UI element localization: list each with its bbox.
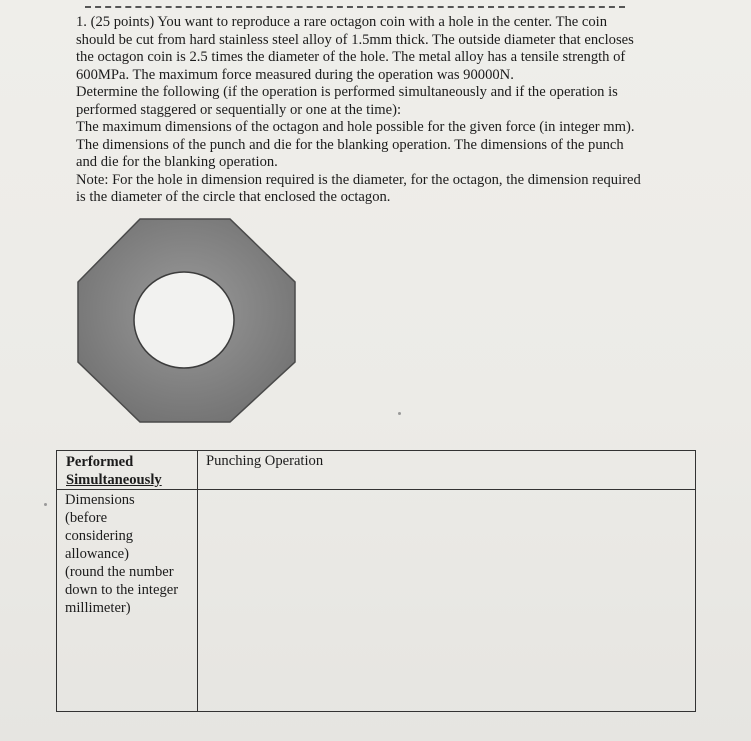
table-header-punching	[198, 451, 696, 490]
question-line: should be cut from hard stainless steel alloy of 1.5mm thick. The outside diameter that encloses	[76, 31, 634, 48]
row-label-line: considering	[65, 528, 134, 544]
question-line: Determine the following (if the operation is performed simultaneously and if the operation is	[76, 84, 618, 100]
question-line: 1. (25 points) You want to reproduce a rare octagon coin with a hole in the center. The coin	[76, 14, 608, 30]
octagon-coin-figure	[70, 216, 300, 426]
question-text	[76, 14, 716, 207]
stray-pencil-dot	[44, 503, 47, 506]
stray-pencil-dot	[398, 412, 401, 415]
question-line: 600MPa. The maximum force measured during the operation was 90000N.	[76, 66, 514, 83]
question-line: the octagon coin is 2.5 times the diameter of the hole. The metal alloy has a tensile strength of	[76, 49, 626, 65]
question-line: Note: For the hole in dimension required is the diameter, for the octagon, the dimension required	[76, 171, 641, 188]
answer-cell-punching[interactable]	[198, 490, 696, 712]
answer-table	[56, 450, 696, 712]
row-label-dimensions	[57, 490, 198, 712]
row-label-line: Dimensions	[65, 492, 135, 508]
coin-center-hole	[134, 272, 234, 368]
row-label-line: allowance)	[65, 546, 130, 562]
top-dashed-rule	[85, 6, 625, 8]
row-label-line: (round the number	[65, 564, 174, 580]
question-line: performed staggered or sequentially or one at the time):	[76, 101, 401, 118]
header-performed-label: Performed	[66, 454, 134, 470]
question-line: and die for the blanking operation.	[76, 154, 278, 170]
row-label-line: (before	[65, 510, 108, 526]
table-header-performed	[57, 451, 198, 490]
header-punching-label: Punching Operation	[206, 453, 324, 469]
row-label-line: down to the integer	[65, 582, 179, 598]
header-simultaneously-label: Simultaneously	[66, 472, 162, 488]
question-line: The dimensions of the punch and die for the blanking operation. The dimensions of the punch	[76, 136, 624, 153]
question-line: is the diameter of the circle that enclosed the octagon.	[76, 189, 391, 205]
question-line: The maximum dimensions of the octagon and hole possible for the given force (in integer mm).	[76, 119, 635, 135]
row-label-line: millimeter)	[65, 600, 131, 616]
